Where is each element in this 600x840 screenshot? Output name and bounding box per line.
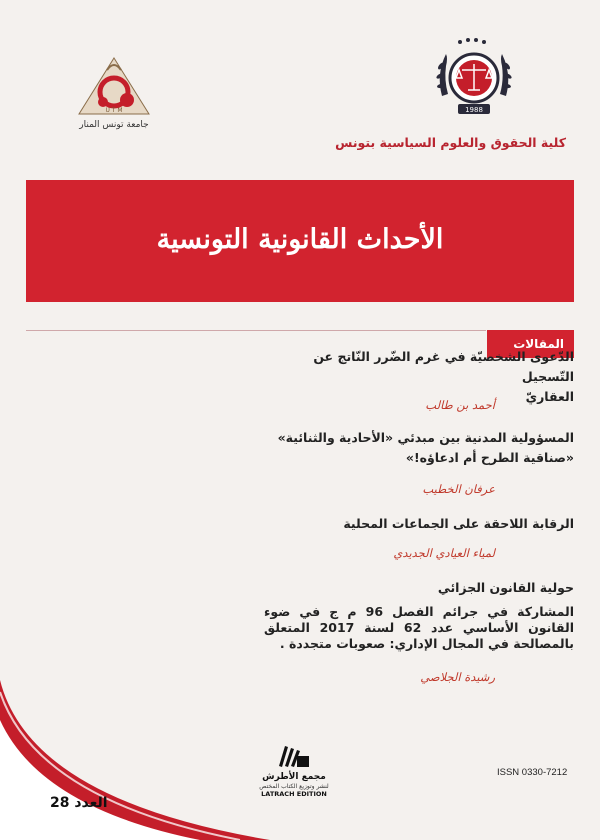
university-logo-letters: U T M bbox=[105, 107, 123, 114]
university-emblem-icon bbox=[77, 56, 151, 118]
article-title-line: الرقابة اللاحقة على الجماعات المحلية bbox=[343, 516, 574, 531]
issn-number: ISSN 0330-7212 bbox=[497, 767, 568, 778]
article-author: لمياء العيادي الجديدي bbox=[393, 546, 495, 560]
journal-title: الأحداث القانونية التونسية bbox=[156, 224, 444, 255]
article-1 bbox=[264, 347, 574, 407]
chronicle bbox=[264, 578, 574, 652]
article-title-line: المسؤولية المدنية بين مبدئي «الأحادية والثنائية» bbox=[277, 430, 574, 445]
university-logo-caption: جامعة تونس المنار bbox=[79, 120, 149, 130]
publisher-logo bbox=[244, 742, 344, 798]
faculty-seal bbox=[432, 36, 516, 136]
books-icon bbox=[277, 742, 311, 768]
article-title-line: الدّعوى الشخصيّة في غرم الضّرر النّاتج عن التّسجيل bbox=[313, 349, 574, 384]
publisher-subtitle: لنشر وتوزيع الكتاب المختص bbox=[259, 783, 329, 790]
chronicle-body: المشاركة في جرائم الفصل 96 م ج في ضوء القانون الأساسي عدد 62 لسنة 2017 المتعلق بالمصالحة في المجال الإداري: صعوبات متجددة . bbox=[264, 604, 574, 651]
article-2 bbox=[264, 428, 574, 468]
corner-decoration bbox=[0, 680, 270, 840]
section-label: المقالات bbox=[487, 330, 574, 358]
faculty-name: كلية الحقوق والعلوم السياسية بتونس bbox=[335, 135, 566, 150]
issue-number: العدد 28 bbox=[50, 795, 108, 811]
publisher-name: مجمع الأطرش bbox=[262, 772, 326, 782]
faculty-seal-icon bbox=[432, 36, 516, 132]
chronicle-author: رشيدة الجلاصي bbox=[420, 670, 495, 684]
article-author: عرفان الخطيب bbox=[422, 482, 495, 496]
chronicle-heading: حولية القانون الجزائي bbox=[437, 580, 574, 595]
university-logo bbox=[64, 56, 164, 130]
article-title-line: العقاريّ bbox=[525, 389, 574, 404]
article-3 bbox=[264, 514, 574, 534]
article-title-line: «صناقية الطرح أم ادعاؤه!» bbox=[405, 450, 574, 465]
section-rule bbox=[26, 330, 486, 331]
publisher-name-latin: LATRACH EDITION bbox=[261, 790, 327, 798]
article-author: أحمد بن طالب bbox=[425, 398, 495, 412]
seal-year: 1988 bbox=[465, 106, 483, 114]
